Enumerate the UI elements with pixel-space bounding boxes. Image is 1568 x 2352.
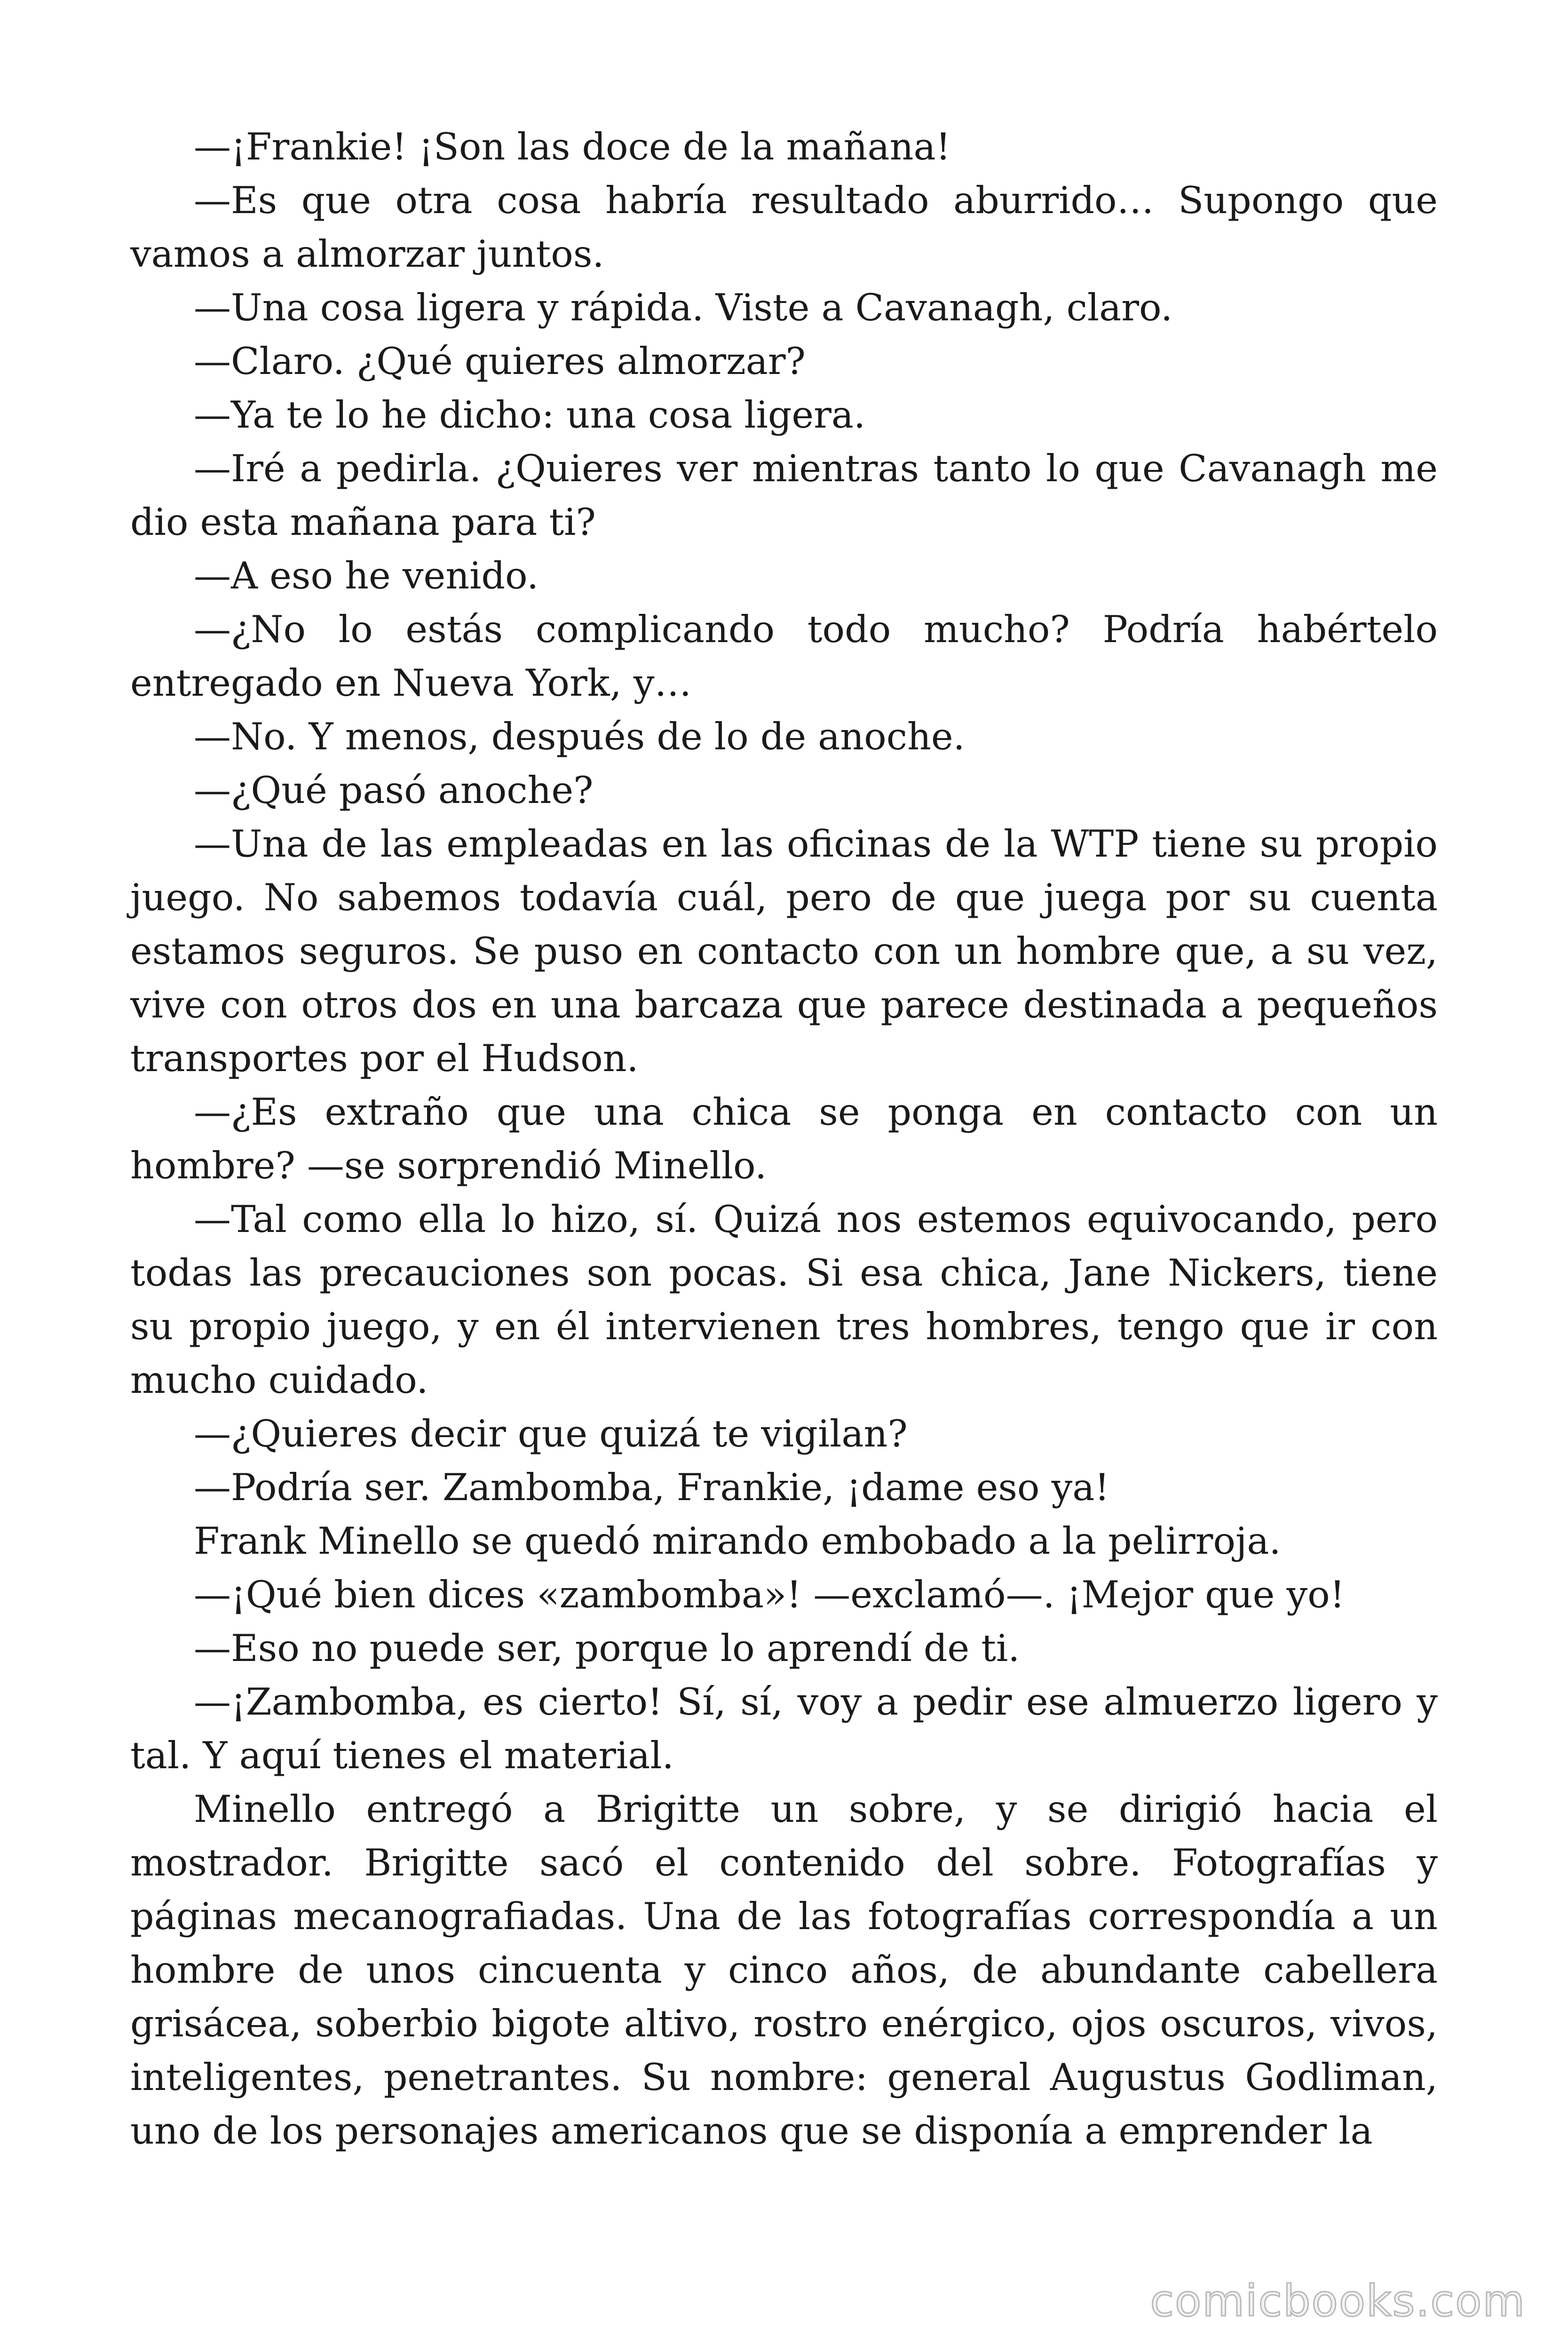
paragraph: —Podría ser. Zambomba, Frankie, ¡dame eso ya! <box>194 1466 1110 1509</box>
paragraph: —No. Y menos, después de lo de anoche. <box>194 715 965 758</box>
paragraph: —¿Qué pasó anoche? <box>194 769 594 812</box>
paragraph: —Iré a pedirla. ¿Quieres ver mientras tanto lo que Cavanagh me dio esta mañana para ti? <box>130 447 1438 544</box>
paragraph: Minello entregó a Brigitte un sobre, y se dirigió hacia el mostrador. Brigitte sacó el contenido del sobre. Fotografías y páginas mecanografiadas. Una de las fotografías correspondía a un hombre de unos cincuenta y cinco años, de abundante cabellera grisácea, soberbio bigote altivo, rostro enérgico, ojos oscuros, vivos, inteligentes, penetrantes. Su nombre: general Augustus Godliman, uno de los personajes americanos que se disponía a emprender la <box>130 1788 1438 2153</box>
paragraph: Frank Minello se quedó mirando embobado a la pelirroja. <box>194 1519 1281 1563</box>
watermark: comicbooks.com <box>1150 2276 1526 2326</box>
page-body <box>130 120 1438 2158</box>
paragraph: —Ya te lo he dicho: una cosa ligera. <box>194 393 866 437</box>
paragraph: —¡Qué bien dices «zambomba»! —exclamó—. ¡Mejor que yo! <box>194 1573 1345 1616</box>
paragraph: —¡Zambomba, es cierto! Sí, sí, voy a pedir ese almuerzo ligero y tal. Y aquí tienes el material. <box>130 1680 1438 1777</box>
paragraph: —Eso no puede ser, porque lo aprendí de ti. <box>194 1627 1020 1670</box>
paragraph: —¿No lo estás complicando todo mucho? Podría habértelo entregado en Nueva York, y… <box>130 608 1438 705</box>
paragraph: —Una de las empleadas en las oficinas de la WTP tiene su propio juego. No sabemos todavía cuál, pero de que juega por su cuenta estamos seguros. Se puso en contacto con un hombre que, a su vez, vive con otros dos en una barcaza que parece destinada a pequeños transportes por el Hudson. <box>130 822 1438 1080</box>
paragraph: —Claro. ¿Qué quieres almorzar? <box>194 340 806 383</box>
paragraph: —A eso he venido. <box>194 554 539 597</box>
paragraph: —¡Frankie! ¡Son las doce de la mañana! <box>194 125 951 168</box>
paragraph: —Una cosa ligera y rápida. Viste a Cavanagh, claro. <box>194 286 1173 329</box>
paragraph: —¿Quieres decir que quizá te vigilan? <box>194 1412 908 1455</box>
paragraph: —Es que otra cosa habría resultado aburrido… Supongo que vamos a almorzar juntos. <box>130 179 1438 276</box>
paragraph: —Tal como ella lo hizo, sí. Quizá nos estemos equivocando, pero todas las precauciones son pocas. Si esa chica, Jane Nickers, tiene su propio juego, y en él intervienen tres hombres, tengo que ir con mucho cuidado. <box>130 1198 1438 1402</box>
paragraph: —¿Es extraño que una chica se ponga en contacto con un hombre? —se sorprendió Minello. <box>130 1090 1438 1187</box>
